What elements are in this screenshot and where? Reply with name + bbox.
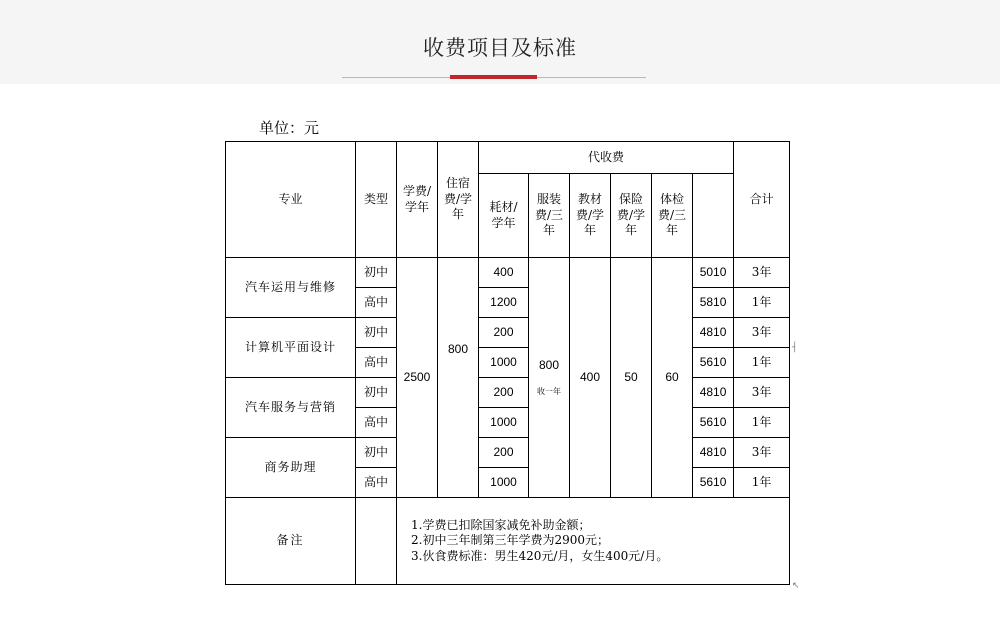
insurance-value: 50 [611, 258, 652, 498]
level-cell: 初中 [356, 258, 397, 288]
level-cell: 初中 [356, 438, 397, 468]
header-materials: 耗材/学年 [479, 174, 529, 258]
total-value: 5610 [693, 468, 734, 498]
total-value: 5610 [693, 408, 734, 438]
years-value: 1年 [734, 468, 790, 498]
title-accent-bar [450, 75, 537, 79]
header-collected-fees: 代收费 [479, 142, 734, 174]
years-value: 3年 [734, 438, 790, 468]
unit-label: 单位：元 [259, 119, 320, 137]
fee-table [225, 141, 790, 585]
textbook-value: 400 [570, 258, 611, 498]
total-value: 5010 [693, 258, 734, 288]
materials-value: 200 [479, 318, 529, 348]
header-uniform: 服装费/三年 [529, 174, 570, 258]
header-insurance: 保险费/学年 [611, 174, 652, 258]
years-value: 1年 [734, 288, 790, 318]
materials-value: 1000 [479, 468, 529, 498]
materials-value: 1000 [479, 408, 529, 438]
total-value: 4810 [693, 318, 734, 348]
physical-value: 60 [652, 258, 693, 498]
years-value: 1年 [734, 408, 790, 438]
level-cell: 初中 [356, 318, 397, 348]
note-line: 3.伙食费标准：男生420元/月，女生400元/月。 [411, 548, 669, 563]
uniform-value: 800 [538, 357, 560, 372]
uniform-note: 收一年 [537, 387, 561, 397]
level-cell: 高中 [356, 468, 397, 498]
header-dorm: 住宿费/学年 [438, 142, 479, 258]
level-cell: 初中 [356, 378, 397, 408]
uniform-cell [529, 258, 570, 498]
level-cell: 高中 [356, 288, 397, 318]
note-line: 2.初中三年制第三年学费为2900元； [411, 533, 609, 548]
page-title: 收费项目及标准 [423, 36, 577, 60]
remarks-row [226, 498, 790, 585]
total-value: 5810 [693, 288, 734, 318]
note-line: 1.学费已扣除国家减免补助金额； [411, 517, 591, 532]
total-value: 5610 [693, 348, 734, 378]
remarks-label: 备注 [226, 498, 356, 585]
major-name: 计算机平面设计 [226, 318, 356, 378]
total-value: 4810 [693, 378, 734, 408]
header-major: 专业 [226, 142, 356, 258]
table-header-row [226, 142, 790, 174]
materials-value: 400 [479, 258, 529, 288]
major-name: 汽车服务与营销 [226, 378, 356, 438]
remarks-notes [397, 498, 790, 585]
years-value: 3年 [734, 258, 790, 288]
dorm-value: 800 [438, 258, 479, 498]
table-edge-marker: ┤ [792, 343, 798, 353]
header-type: 类型 [356, 142, 397, 258]
level-cell: 高中 [356, 408, 397, 438]
years-value: 3年 [734, 318, 790, 348]
table-corner-marker: ↖ [792, 581, 800, 591]
header-total: 合计 [734, 142, 790, 258]
remarks-spacer [356, 498, 397, 585]
level-cell: 高中 [356, 348, 397, 378]
major-name: 商务助理 [226, 438, 356, 498]
major-name: 汽车运用与维修 [226, 258, 356, 318]
materials-value: 200 [479, 438, 529, 468]
tuition-value: 2500 [397, 258, 438, 498]
materials-value: 1000 [479, 348, 529, 378]
header-physical: 体检费/三年 [652, 174, 693, 258]
table-row [226, 318, 790, 348]
header-textbook: 教材费/学年 [570, 174, 611, 258]
header-tuition: 学费/学年 [397, 142, 438, 258]
table-row [226, 378, 790, 408]
years-value: 3年 [734, 378, 790, 408]
years-value: 1年 [734, 348, 790, 378]
materials-value: 1200 [479, 288, 529, 318]
total-value: 4810 [693, 438, 734, 468]
table-row [226, 258, 790, 288]
table-row [226, 438, 790, 468]
materials-value: 200 [479, 378, 529, 408]
